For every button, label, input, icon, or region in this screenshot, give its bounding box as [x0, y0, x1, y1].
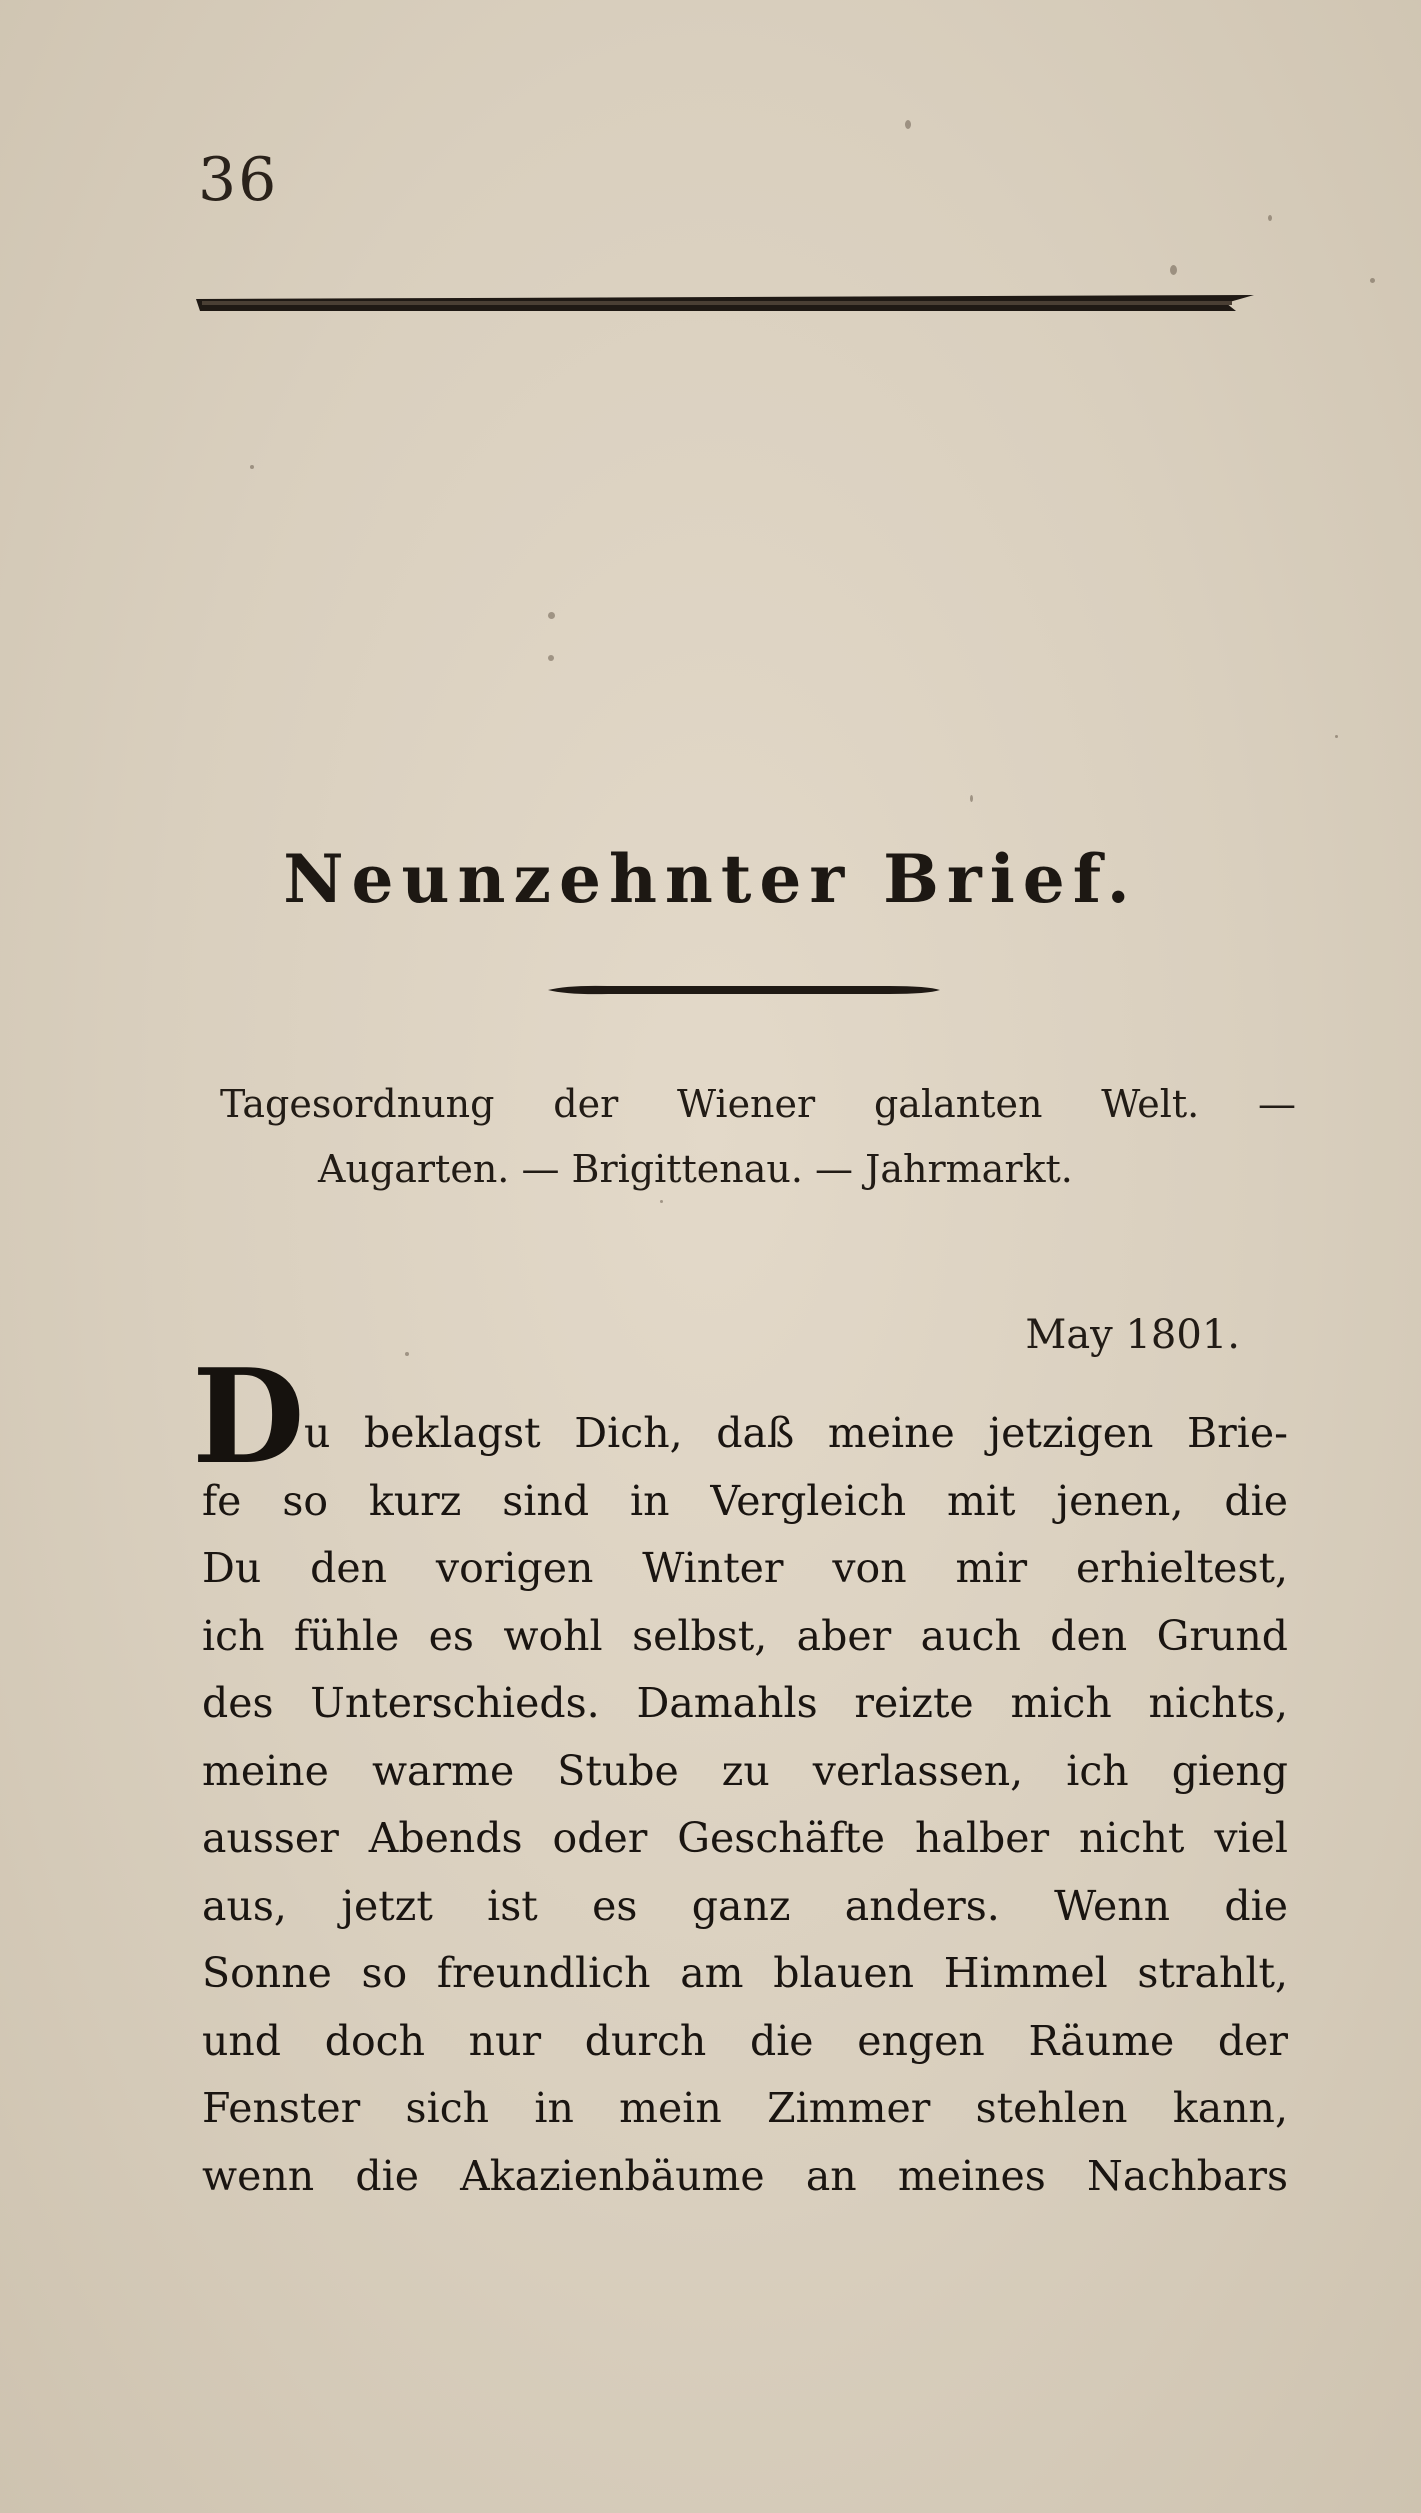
body-line: und doch nur durch die engen Räume der [202, 2016, 1288, 2065]
body-line: Sonne so freundlich am blauen Himmel strahlt, [202, 1949, 1288, 1997]
body-line: aus, jetzt ist es ganz anders. Wenn die [202, 1881, 1288, 1930]
drop-cap: D [192, 1340, 305, 1493]
body-line: ich fühle es wohl selbst, aber auch den Grund [202, 1611, 1288, 1660]
body-line: fe so kurz sind in Vergleich mit jenen, die [202, 1476, 1288, 1525]
title-rule [548, 984, 940, 996]
letter-date: May 1801. [1025, 1312, 1240, 1358]
body-line: u beklagst Dich, daß meine jetzigen Brie- [304, 1409, 1288, 1457]
summary-line-2: Augarten. — Brigittenau. — Jahrmarkt. [318, 1147, 1073, 1191]
page-number: 36 [198, 145, 279, 215]
body-line: Du den vorigen Winter von mir erhieltest, [202, 1544, 1288, 1592]
summary-line-1: Tagesordnung der Wiener galanten Welt. — [220, 1082, 1296, 1126]
body-line: meine warme Stube zu verlassen, ich gieng [202, 1746, 1288, 1795]
letter-title: Neunzehnter Brief. [283, 840, 1138, 918]
body-line: des Unterschieds. Damahls reizte mich nichts, [202, 1679, 1288, 1727]
body-line: Fenster sich in mein Zimmer stehlen kann, [202, 2084, 1288, 2132]
body-line: ausser Abends oder Geschäfte halber nicht viel [202, 1814, 1288, 1862]
body-text [202, 1400, 1288, 2210]
header-rule [196, 293, 1254, 315]
body-line: wenn die Akazienbäume an meines Nachbars [202, 2151, 1288, 2200]
